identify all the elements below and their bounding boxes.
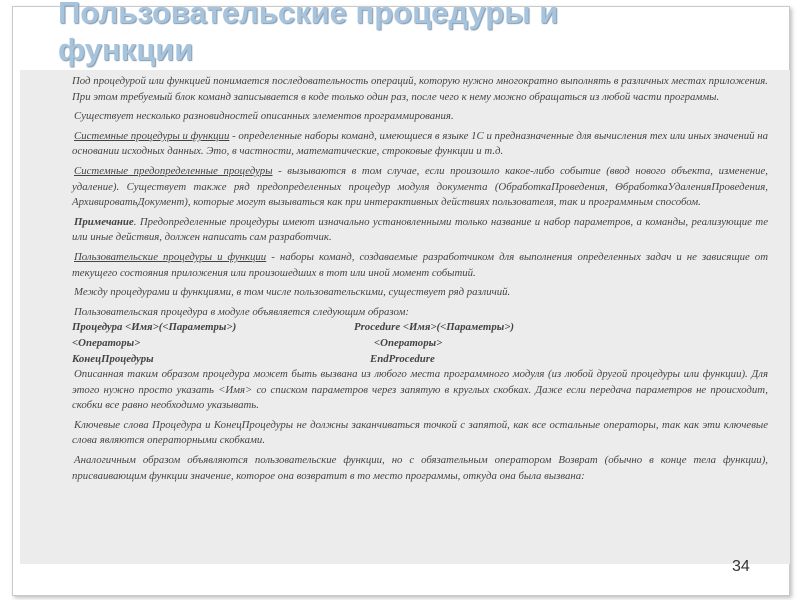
code-operators-ru: <Операторы> bbox=[72, 336, 141, 349]
term-predefined-procedures: Системные предопределенные процедуры bbox=[74, 164, 273, 177]
paragraph-differences: Между процедурами и функциями, в том числе пользовательскими, существует ряд различий. bbox=[74, 286, 511, 299]
code-line-1 bbox=[72, 320, 768, 336]
title-line-2: функции bbox=[58, 32, 194, 67]
paragraph-user-procedures bbox=[72, 250, 768, 281]
text-note: . Предопределенные процедуры имеют изначально установленными только название и набор параметров, а команды, реализующие те или иные действия, должен написать сам разработчик. bbox=[72, 215, 768, 244]
paragraph-system-procedures bbox=[72, 129, 768, 160]
title-line-1: Пользовательские процедуры и bbox=[58, 0, 559, 30]
code-operators-en: <Операторы> bbox=[374, 336, 443, 349]
term-note: Примечание bbox=[74, 215, 134, 228]
page-number: 34 bbox=[732, 558, 750, 575]
paragraph-call: Описанная таким образом процедура может быть вызвана из любого места программного модуля (из любой другой процедуры или функции). Для этого нужно просто указать <Имя> со списком параметров через запятую в круглых скобках. Даже если передача параметров не происходит, скобки все равно необходимо указывать. bbox=[72, 368, 768, 412]
code-endprocedure-en: EndProcedure bbox=[370, 352, 435, 365]
text-system-procedures: - определенные наборы команд, имеющиеся в языке 1С и предназначенные для вычисления тех или иных значений на основании исходных данных. Это, в частности, математические, строковые функции и т.д. bbox=[72, 129, 768, 158]
code-procedure-en: Procedure <Имя>(<Параметры>) bbox=[354, 321, 514, 334]
paragraph-kinds: Существует несколько разновидностей описанных элементов программирования. bbox=[74, 110, 454, 123]
code-line-2 bbox=[72, 336, 768, 352]
code-endprocedure-ru: КонецПроцедуры bbox=[72, 352, 154, 365]
paragraph-keywords: Ключевые слова Процедура и КонецПроцедуры не должны заканчиваться точкой с запятой, как все остальные операторы, так как эти ключевые слова являются операторными скобками. bbox=[72, 418, 768, 447]
paragraph-predefined-procedures bbox=[72, 164, 768, 211]
code-line-3 bbox=[72, 352, 768, 368]
paragraph-definition: Под процедурой или функцией понимается последовательность операций, которую нужно многократно выполнять в различных местах приложения. При этом требуемый блок команд записывается в коде только один раз, после чего к нему можно обращаться из любой части программы. bbox=[72, 75, 768, 103]
slide-body bbox=[72, 74, 768, 488]
paragraph-functions: Аналогичным образом объявляются пользовательские функции, но с обязательным оператором Возврат (обычно в конце тела функции), присваивающим функции значение, которое она возвратит в то место программы, откуда она была вызвана: bbox=[72, 454, 768, 482]
text-predefined-procedures: - вызываются в том случае, если произошло какое-либо событие (ввод нового объекта, изменение, удаление). Существует также ряд предопределенных процедур модуля документа (ОбработкаПроведения, ΘбработкаУдаленияПроведения, АрхивироватьДокумент), которые могут вызываться как при интерактивных действиях пользователя, так и программным способом. bbox=[72, 164, 768, 209]
slide-title bbox=[58, 0, 758, 68]
term-system-procedures: Системные процедуры и функции bbox=[74, 129, 230, 142]
paragraph-note bbox=[72, 215, 768, 246]
text-user-procedures: - наборы команд, создаваемые разработчиком для выполнения определенных задач и не зависящие от текущего состояния приложения или произошедших в тот или иной момент событий. bbox=[72, 250, 769, 279]
term-user-procedures: Пользовательские процедуры и функции bbox=[74, 250, 267, 263]
code-procedure-ru: Процедура <Имя>(<Параметры>) bbox=[72, 321, 237, 334]
paragraph-declaration: Пользовательская процедура в модуле объявляется следующим образом: bbox=[74, 305, 409, 318]
